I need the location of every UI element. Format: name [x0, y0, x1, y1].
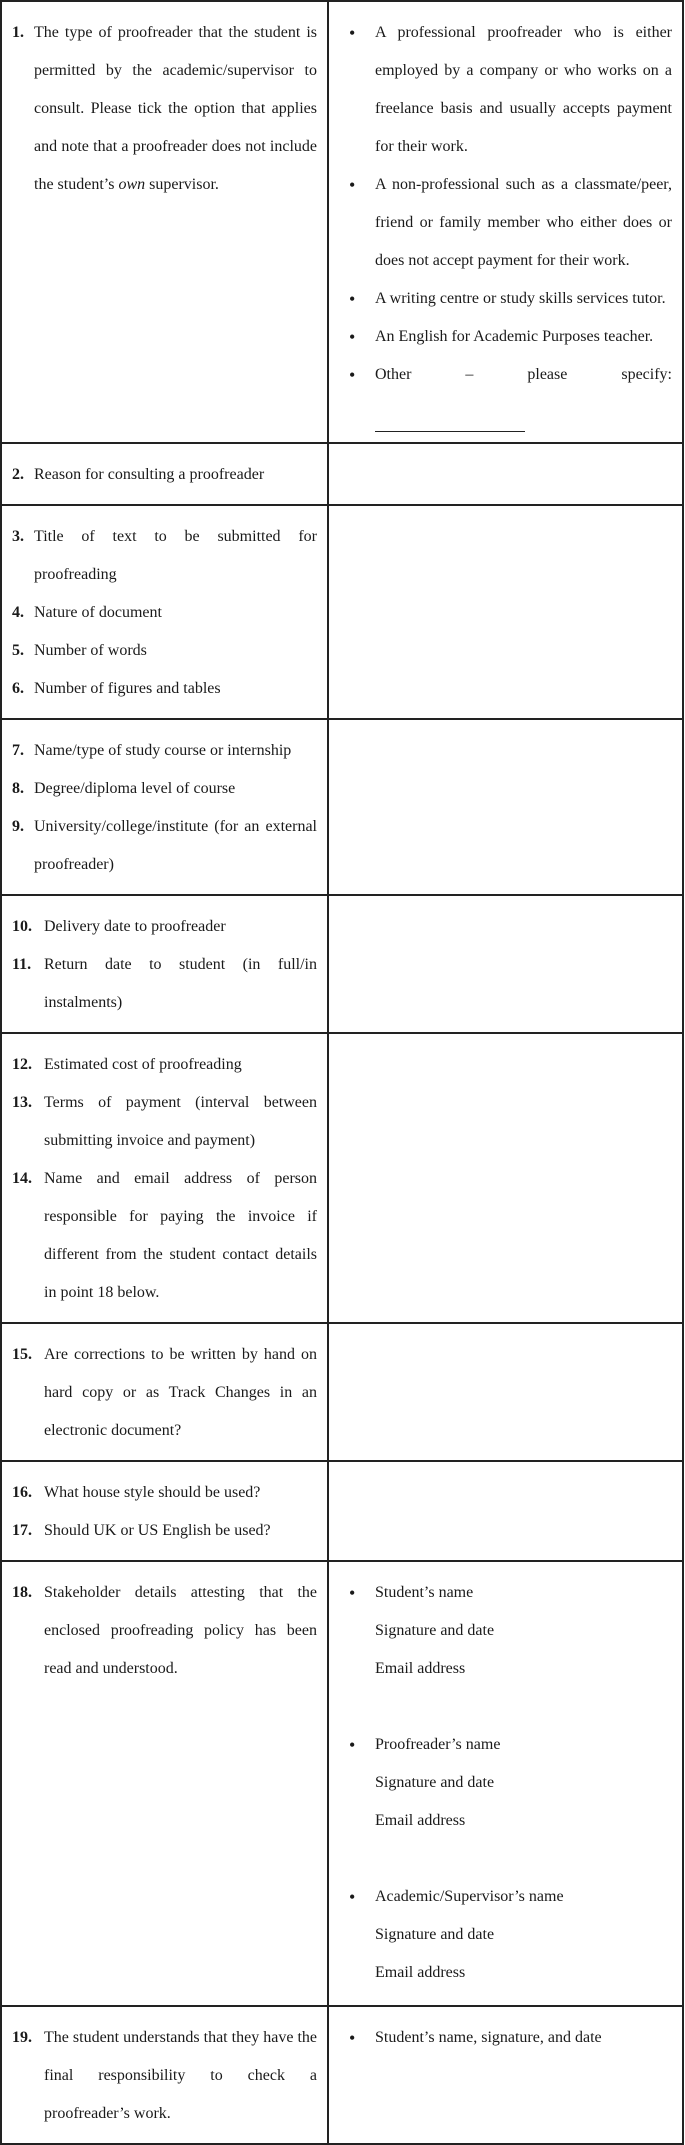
item-number: 1.	[12, 24, 24, 41]
item-text: Name and email address of person responsible for paying the invoice if different from the student contact details in point 18 below.	[44, 1170, 317, 1301]
item-number: 15.	[12, 1346, 32, 1363]
payment-question-cell	[1, 1033, 328, 1323]
form-item-17	[12, 1512, 317, 1550]
form-item-16	[12, 1474, 317, 1512]
item-number: 4.	[12, 604, 24, 621]
student-name-line[interactable]: • Student’s name	[375, 1584, 474, 1601]
item-text: Nature of document	[34, 604, 162, 621]
item-text: Should UK or US English be used?	[44, 1522, 271, 1539]
supervisor-email-line[interactable]: Email address	[375, 1964, 466, 1981]
form-item-11	[12, 946, 317, 1022]
form-item-2	[12, 456, 317, 494]
item-number: 8.	[12, 780, 24, 797]
form-item-14	[12, 1160, 317, 1312]
proofreader-signature-line[interactable]: Signature and date	[375, 1774, 495, 1791]
form-item-10	[12, 908, 317, 946]
reason-question-cell	[1, 443, 328, 505]
item-number: 7.	[12, 742, 24, 759]
reason-answer-cell[interactable]	[328, 443, 683, 505]
item-number: 5.	[12, 642, 24, 659]
item-number: 18.	[12, 1584, 32, 1601]
text-details-question-cell	[1, 505, 328, 719]
form-item-4	[12, 594, 317, 632]
option-other[interactable]: • Other – please specify:	[349, 356, 672, 432]
item-text: Number of figures and tables	[34, 680, 221, 697]
item-text: The type of proofreader that the student is permitted by the academic/supervisor to consult. Please tick the option that applies and note that a proofreader does not include the student’s own supervisor.	[34, 24, 317, 193]
stakeholder-list	[339, 1574, 672, 1992]
style-question-cell	[1, 1461, 328, 1561]
supervisor-name-line[interactable]: • Academic/Supervisor’s name	[375, 1888, 564, 1905]
student-email-line[interactable]: Email address	[375, 1660, 466, 1677]
student-final-signature-line[interactable]: • Student’s name, signature, and date	[349, 2019, 672, 2057]
form-item-9	[12, 808, 317, 884]
form-row-1	[1, 1, 683, 443]
form-row-10	[1, 2006, 683, 2144]
proofreader-type-options-cell	[328, 1, 683, 443]
item-number: 2.	[12, 466, 24, 483]
item-text: Degree/diploma level of course	[34, 780, 236, 797]
form-row-7	[1, 1323, 683, 1461]
proofreader-type-question-cell	[1, 1, 328, 443]
item-number: 17.	[12, 1522, 32, 1539]
item-number: 14.	[12, 1170, 32, 1187]
supervisor-signature-line[interactable]: Signature and date	[375, 1926, 495, 1943]
form-row-5	[1, 895, 683, 1033]
item-text: The student understands that they have the final responsibility to check a proofreader’s work.	[44, 2029, 317, 2122]
form-item-13	[12, 1084, 317, 1160]
item-number: 11.	[12, 956, 32, 973]
proofreader-type-options	[339, 14, 672, 432]
responsibility-list	[339, 2019, 672, 2057]
text-details-answer-cell[interactable]	[328, 505, 683, 719]
style-answer-cell[interactable]	[328, 1461, 683, 1561]
proofreader-name-line[interactable]: • Proofreader’s name	[375, 1736, 501, 1753]
stakeholder-signatures-cell	[328, 1561, 683, 2006]
form-item-12	[12, 1046, 317, 1084]
item-number: 6.	[12, 680, 24, 697]
item-text: Are corrections to be written by hand on hard copy or as Track Changes in an electronic document?	[44, 1346, 317, 1439]
item-text: Title of text to be submitted for proofreading	[34, 528, 317, 583]
corrections-question-cell	[1, 1323, 328, 1461]
item-text: Return date to student (in full/in instalments)	[44, 956, 317, 1011]
item-text: University/college/institute (for an external proofreader)	[34, 818, 317, 873]
form-item-5	[12, 632, 317, 670]
item-text: Estimated cost of proofreading	[44, 1056, 242, 1073]
form-item-18	[12, 1574, 317, 1688]
responsibility-question-cell	[1, 2006, 328, 2144]
form-item-7	[12, 732, 317, 770]
proofreader-signature-block	[349, 1726, 672, 1840]
item-number: 16.	[12, 1484, 32, 1501]
form-item-6	[12, 670, 317, 708]
form-item-3	[12, 518, 317, 594]
course-details-answer-cell[interactable]	[328, 719, 683, 895]
other-specify-blank[interactable]	[375, 411, 525, 432]
item-number: 10.	[12, 918, 32, 935]
student-signature-line[interactable]: Signature and date	[375, 1622, 495, 1639]
item-text: Name/type of study course or internship	[34, 742, 292, 759]
option-professional[interactable]: • A professional proofreader who is either employed by a company or who works on a freelance basis and usually accepts payment for their work.	[349, 14, 672, 166]
item-number: 3.	[12, 528, 24, 545]
form-row-6	[1, 1033, 683, 1323]
stakeholder-question-cell	[1, 1561, 328, 2006]
option-non-professional[interactable]: • A non-professional such as a classmate/peer, friend or family member who either does or does not accept payment for their work.	[349, 166, 672, 280]
item-number: 9.	[12, 818, 24, 835]
proofreader-email-line[interactable]: Email address	[375, 1812, 466, 1829]
item-number: 12.	[12, 1056, 32, 1073]
corrections-answer-cell[interactable]	[328, 1323, 683, 1461]
form-row-4	[1, 719, 683, 895]
item-text: Reason for consulting a proofreader	[34, 466, 265, 483]
form-row-9	[1, 1561, 683, 2006]
option-writing-centre[interactable]: • A writing centre or study skills services tutor.	[349, 280, 672, 318]
item-number: 19.	[12, 2029, 32, 2046]
item-text: Number of words	[34, 642, 147, 659]
dates-question-cell	[1, 895, 328, 1033]
item-text: Delivery date to proofreader	[44, 918, 226, 935]
item-text: What house style should be used?	[44, 1484, 261, 1501]
form-item-19	[12, 2019, 317, 2133]
form-row-3	[1, 505, 683, 719]
form-row-8	[1, 1461, 683, 1561]
form-item-15	[12, 1336, 317, 1450]
item-text: Terms of payment (interval between submitting invoice and payment)	[44, 1094, 317, 1149]
option-eap-teacher[interactable]: • An English for Academic Purposes teacher.	[349, 318, 672, 356]
form-item-1	[12, 14, 317, 204]
item-number: 13.	[12, 1094, 32, 1111]
course-details-question-cell	[1, 719, 328, 895]
responsibility-signature-cell	[328, 2006, 683, 2144]
form-item-8	[12, 770, 317, 808]
item-text: Stakeholder details attesting that the enclosed proofreading policy has been read and understood.	[44, 1584, 317, 1677]
supervisor-signature-block	[349, 1878, 672, 1992]
payment-answer-cell[interactable]	[328, 1033, 683, 1323]
form-row-2	[1, 443, 683, 505]
dates-answer-cell[interactable]	[328, 895, 683, 1033]
student-signature-block	[349, 1574, 672, 1688]
